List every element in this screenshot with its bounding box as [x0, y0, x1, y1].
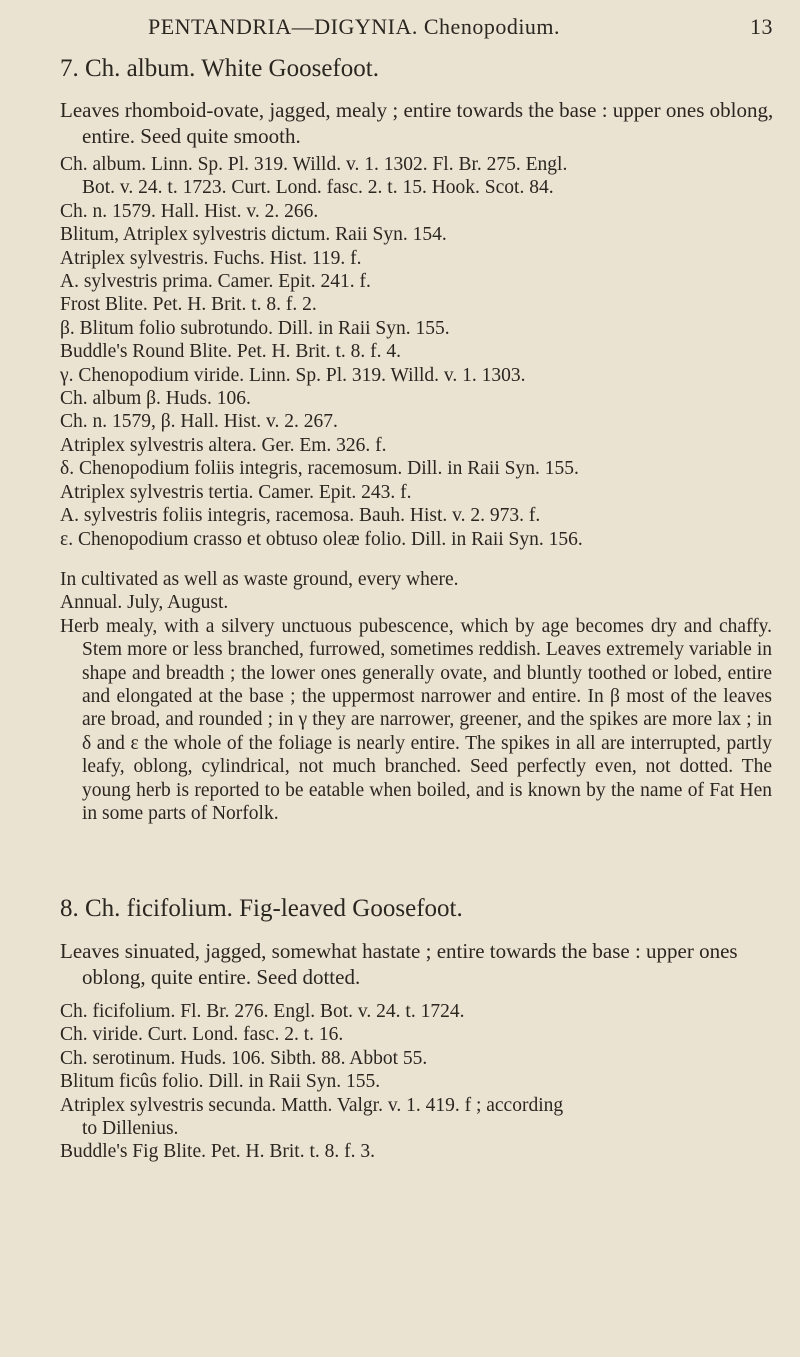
synonym-line: δ. Chenopodium foliis integris, racemosum. Dill. in Raii Syn. 155.	[60, 458, 579, 480]
synonym-line: to Dillenius.	[82, 1118, 179, 1140]
entry-8-synonyms	[60, 1000, 785, 1164]
synonym-line: Atriplex sylvestris. Fuchs. Hist. 119. f.	[60, 247, 362, 269]
synonym-line: Bot. v. 24. t. 1723. Curt. Lond. fasc. 2. t. 15. Hook. Scot. 84.	[82, 177, 554, 199]
habitat-text: In cultivated as well as waste ground, every where.	[60, 569, 459, 590]
entry-7-notes	[60, 568, 772, 825]
description-text: Herb mealy, with a silvery unctuous pubescence, which by age becomes dry and chaffy. Stem more or less branched, furrowed, sometimes reddish. Leaves extremely variable in shape and breadth ; the lower ones generally ovate, and bluntly toothed or lobed, entire and elongated at the base ; the uppermost narrower and entire. In β most of the leaves are broad, and rounded ; in γ they are narrower, greener, and the spikes are more lax ; in δ and ε the whole of the foliage is nearly entire. The spikes in all are interrupted, partly leafy, oblong, cylindrical, not much branched. Seed perfectly even, not dotted. The young herb is reported to be eatable when boiled, and is known by the name of Fat Hen in some parts of Norfolk.	[60, 615, 772, 825]
synonym-line: Atriplex sylvestris altera. Ger. Em. 326. f.	[60, 434, 387, 456]
entry-7-diagnosis: Leaves rhomboid-ovate, jagged, mealy ; entire towards the base : upper ones oblong, entire. Seed quite smooth.	[60, 98, 774, 148]
entry-7-synonyms	[60, 153, 785, 551]
synonym-line: Ch. album. Linn. Sp. Pl. 319. Willd. v. 1. 1302. Fl. Br. 275. Engl.	[60, 154, 568, 175]
synonym-line: Ch. viride. Curt. Lond. fasc. 2. t. 16.	[60, 1024, 344, 1046]
synonym-line: A. sylvestris foliis integris, racemosa. Bauh. Hist. v. 2. 973. f.	[60, 505, 541, 527]
synonym-line: ε. Chenopodium crasso et obtuso oleæ folio. Dill. in Raii Syn. 156.	[60, 528, 583, 550]
duration-text: Annual. July, August.	[60, 592, 229, 614]
page-number: 13	[750, 14, 773, 39]
synonym-line: Ch. serotinum. Huds. 106. Sibth. 88. Abbot 55.	[60, 1047, 428, 1069]
synonym-line: Buddle's Round Blite. Pet. H. Brit. t. 8. f. 4.	[60, 341, 401, 363]
synonym-line: Atriplex sylvestris secunda. Matth. Valgr. v. 1. 419. f ; according	[60, 1094, 564, 1116]
synonym-line: β. Blitum folio subrotundo. Dill. in Raii Syn. 155.	[60, 317, 450, 339]
synonym-line: Ch. n. 1579. Hall. Hist. v. 2. 266.	[60, 200, 319, 222]
synonym-line: γ. Chenopodium viride. Linn. Sp. Pl. 319. Willd. v. 1. 1303.	[60, 364, 526, 386]
synonym-line: Buddle's Fig Blite. Pet. H. Brit. t. 8. f. 3.	[60, 1141, 375, 1163]
entry-7-title: 7. Ch. album. White Goosefoot.	[60, 55, 379, 82]
synonym-line: Ch. album β. Huds. 106.	[60, 388, 251, 410]
synonym-line: A. sylvestris prima. Camer. Epit. 241. f.	[60, 271, 371, 293]
running-title: PENTANDRIA—DIGYNIA. Chenopodium.	[148, 14, 561, 39]
entry-8-diagnosis: Leaves sinuated, jagged, somewhat hastate ; entire towards the base : upper ones oblong, quite entire. Seed dotted.	[60, 939, 738, 989]
synonym-line: Blitum, Atriplex sylvestris dictum. Raii Syn. 154.	[60, 224, 447, 246]
synonym-line: Frost Blite. Pet. H. Brit. t. 8. f. 2.	[60, 294, 317, 316]
synonym-line: Ch. ficifolium. Fl. Br. 276. Engl. Bot. v. 24. t. 1724.	[60, 1001, 465, 1022]
synonym-line: Blitum ficûs folio. Dill. in Raii Syn. 155.	[60, 1071, 381, 1093]
entry-8-title: 8. Ch. ficifolium. Fig-leaved Goosefoot.	[60, 895, 463, 922]
synonym-line: Ch. n. 1579, β. Hall. Hist. v. 2. 267.	[60, 411, 338, 433]
synonym-line: Atriplex sylvestris tertia. Camer. Epit. 243. f.	[60, 481, 412, 503]
